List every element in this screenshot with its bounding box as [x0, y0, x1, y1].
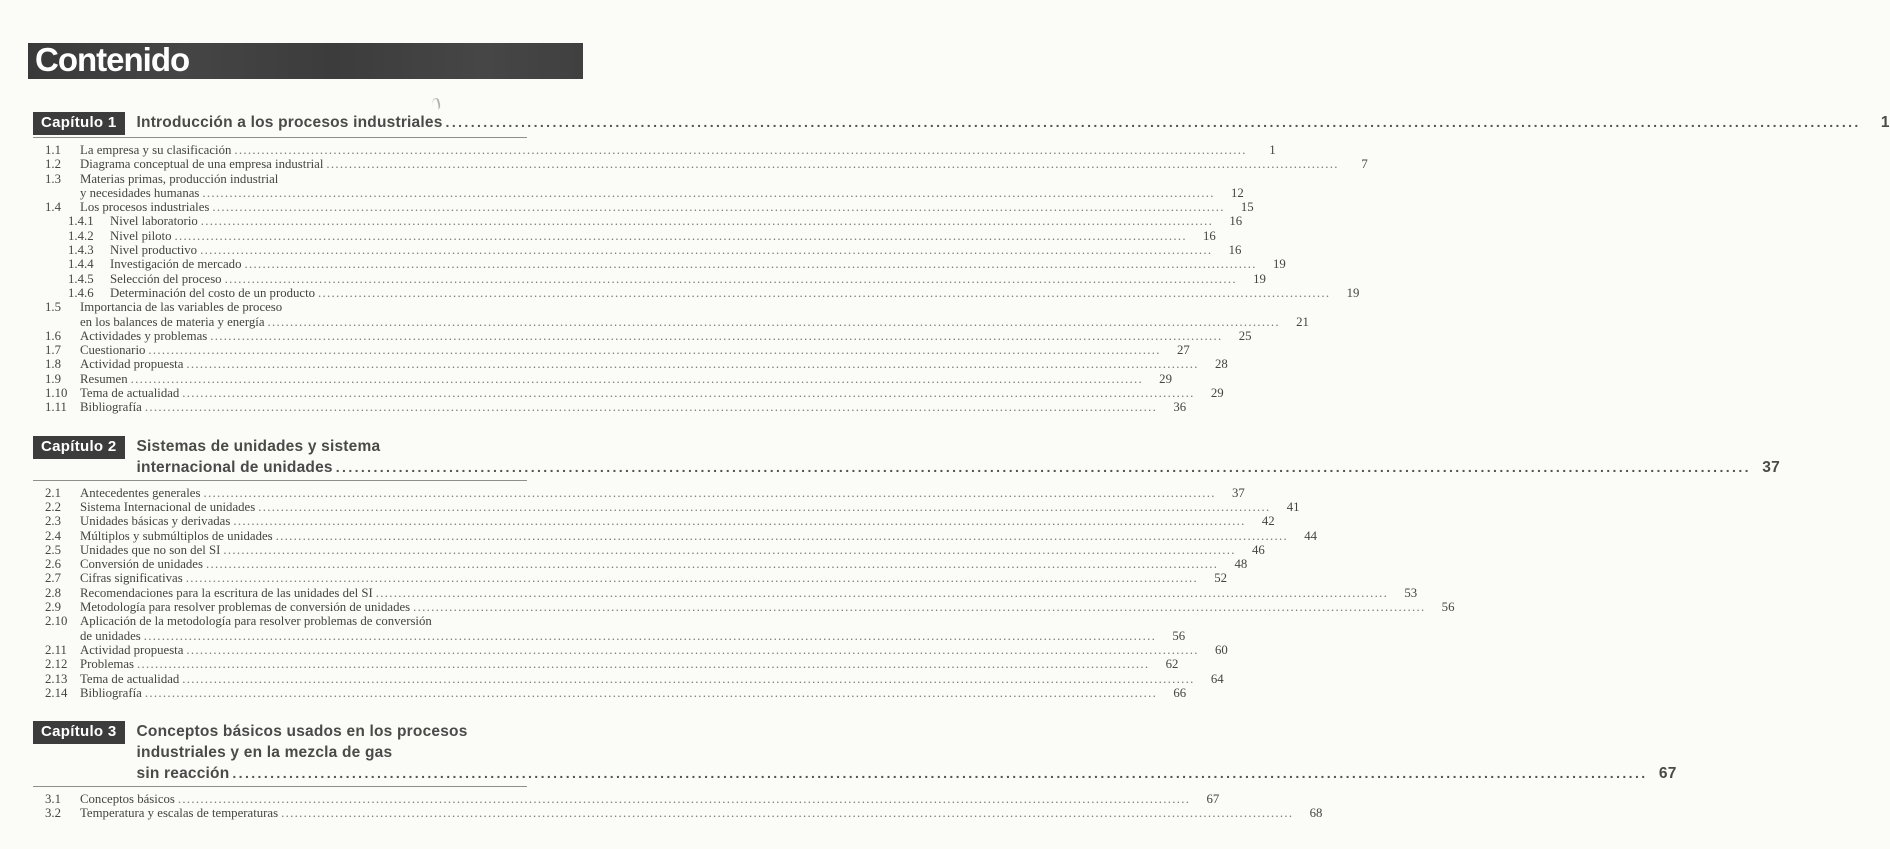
entry-page-number: 15 [1240, 200, 1254, 215]
chapter-heading [33, 436, 1780, 478]
entry-number: 1.2 [45, 157, 61, 172]
entry-title: en los balances de materia y energía [80, 314, 265, 329]
toc-entry-row [45, 257, 1286, 272]
toc-entry-row [45, 343, 1190, 358]
page-title: Contenido [35, 41, 190, 78]
entry-number: 1.7 [45, 343, 61, 358]
toc-entry-row [45, 185, 1244, 200]
heading-rule [33, 480, 527, 481]
heading-rule [33, 786, 527, 787]
entry-title: Actividad propuesta [80, 357, 184, 372]
chapter-heading [33, 721, 1677, 784]
toc-entry-row [45, 485, 1245, 500]
entry-number: 1.3 [45, 171, 61, 186]
entry-list [45, 485, 1455, 700]
entry-title: Bibliografía [80, 685, 142, 700]
toc-entry-row [45, 792, 1220, 807]
dot-leader [182, 672, 1194, 686]
entry-number: 2.3 [45, 514, 61, 529]
entry-number: 1.4.6 [68, 285, 94, 300]
entry-title: Unidades que no son del SI [80, 542, 221, 557]
entry-title: Tema de actualidad [80, 671, 180, 686]
toc-entry-row [45, 314, 1309, 329]
entry-number: 2.5 [45, 542, 61, 557]
chapter-title-text: Sistemas de unidades y sistema [136, 437, 381, 455]
entry-title: Múltiplos y submúltiplos de unidades [80, 528, 273, 543]
entry-number: 1.4.2 [68, 228, 94, 243]
entry-page-number: 29 [1210, 386, 1224, 401]
entry-number: 3.1 [45, 792, 61, 807]
entry-page-number: 48 [1234, 557, 1248, 572]
entry-title: Nivel piloto [110, 228, 172, 243]
toc [33, 112, 1890, 842]
dot-leader [145, 686, 1157, 700]
entry-title: Nivel laboratorio [110, 214, 198, 229]
entry-title: Diagrama conceptual de una empresa industrial [80, 157, 324, 172]
entry-title: Sistema Internacional de unidades [80, 499, 256, 514]
toc-entry-row [45, 285, 1360, 300]
entry-number: 1.9 [45, 371, 61, 386]
entry-page-number: 44 [1304, 528, 1317, 543]
chapter-section [33, 436, 1780, 700]
entry-page-number: 41 [1286, 499, 1300, 514]
dot-leader [178, 792, 1190, 806]
entry-number: 2.10 [45, 614, 68, 629]
entry-page-number: 62 [1165, 657, 1179, 672]
entry-list [45, 792, 1323, 821]
entry-page-number: 12 [1230, 185, 1244, 200]
toc-entry-row [45, 600, 1455, 615]
entry-page-number: 64 [1210, 671, 1224, 686]
entry-number: 1.4.5 [68, 271, 94, 286]
entry-number: 2.7 [45, 571, 61, 586]
entry-title: Bibliografía [80, 400, 142, 415]
chapter-title [137, 721, 1677, 784]
toc-entry-row [45, 243, 1242, 258]
toc-entry-row [45, 557, 1248, 572]
toc-entry-row [45, 214, 1243, 229]
entry-title: Tema de actualidad [80, 386, 180, 401]
entry-number: 2.6 [45, 557, 61, 572]
entry-page-number: 42 [1261, 514, 1275, 529]
dot-leader [148, 343, 1160, 357]
entry-title: Cuestionario [80, 343, 146, 358]
entry-title: Nivel productivo [110, 243, 198, 258]
chapter-page-number: 1 [1880, 114, 1890, 131]
entry-page-number: 16 [1203, 228, 1216, 243]
entry-number: 2.11 [45, 642, 67, 657]
dot-leader [137, 657, 1149, 671]
toc-entry-row [45, 657, 1179, 672]
chapter-title-line [137, 763, 1677, 784]
dot-leader [326, 157, 1338, 171]
dot-leader [281, 806, 1293, 820]
chapter-title-line [137, 742, 1677, 763]
entry-number: 1.5 [45, 300, 61, 315]
toc-entry-row [45, 571, 1228, 586]
entry-number: 2.1 [45, 485, 61, 500]
dot-leader [186, 643, 1198, 657]
entry-title: Cifras significativas [80, 571, 183, 586]
dot-leader [276, 529, 1288, 543]
entry-title: y necesidades humanas [80, 185, 200, 200]
toc-entry-row [45, 143, 1276, 157]
dot-leader [182, 386, 1194, 400]
scan-artifact [431, 97, 442, 111]
entry-number: 2.13 [45, 671, 68, 686]
entry-title: Conceptos básicos [80, 792, 175, 807]
entry-number: 2.4 [45, 528, 61, 543]
entry-page-number: 21 [1296, 314, 1309, 329]
toc-entry-row [45, 328, 1252, 343]
toc-entry-row [45, 542, 1265, 557]
toc-entry-row [45, 371, 1172, 386]
dot-leader [186, 571, 1198, 585]
toc-entry-row [45, 671, 1224, 686]
toc-entry-row [45, 528, 1317, 543]
toc-entry-row [45, 357, 1228, 372]
entry-number: 1.4.1 [68, 214, 94, 229]
entry-title: La empresa y su clasificación [80, 143, 232, 157]
heading-rule [33, 137, 527, 138]
dot-leader [336, 457, 1751, 478]
dot-leader [234, 143, 1246, 157]
dot-leader [318, 286, 1330, 300]
entry-title: Investigación de mercado [110, 257, 242, 272]
entry-title: Actividades y problemas [80, 328, 208, 343]
dot-leader [223, 543, 1235, 557]
entry-title: Recomendaciones para la escritura de las unidades del SI [80, 585, 373, 600]
entry-page-number: 25 [1238, 328, 1252, 343]
entry-number: 2.8 [45, 585, 61, 600]
dot-leader [413, 600, 1425, 614]
entry-page-number: 29 [1159, 371, 1172, 386]
chapter-badge: Capítulo 2 [33, 436, 125, 459]
dot-leader [244, 257, 1256, 271]
toc-entry-row [45, 806, 1323, 821]
entry-page-number: 19 [1346, 285, 1360, 300]
entry-number: 1.11 [45, 400, 67, 415]
entry-page-number: 16 [1228, 243, 1242, 258]
dot-leader [203, 486, 1215, 500]
dot-leader [145, 400, 1157, 414]
entry-number: 2.14 [45, 685, 68, 700]
chapter-title-text: industriales y en la mezcla de gas [136, 744, 393, 762]
entry-title: Materias primas, producción industrial [80, 171, 279, 186]
entry-page-number: 68 [1309, 806, 1323, 821]
entry-page-number: 16 [1229, 214, 1243, 229]
dot-leader [258, 500, 1270, 514]
entry-page-number: 7 [1361, 157, 1368, 172]
toc-entry-row [45, 200, 1254, 215]
chapter-title [137, 436, 1780, 478]
toc-entry-row [45, 400, 1187, 415]
entry-number: 1.6 [45, 328, 61, 343]
dot-leader [210, 329, 1222, 343]
dot-leader [376, 586, 1388, 600]
dot-leader [446, 112, 1861, 133]
chapter-section [33, 721, 1677, 821]
dot-leader [200, 243, 1212, 257]
entry-page-number: 56 [1441, 600, 1455, 615]
chapter-badge: Capítulo 1 [33, 112, 125, 135]
entry-number: 1.1 [45, 143, 61, 157]
chapter-section [33, 112, 1890, 415]
entry-page-number: 67 [1206, 792, 1220, 807]
entry-number: 3.2 [45, 806, 61, 821]
entry-number: 2.12 [45, 657, 68, 672]
entry-number: 2.9 [45, 600, 61, 615]
toc-entry-row [45, 514, 1275, 529]
entry-page-number: 60 [1214, 642, 1228, 657]
dot-leader [232, 763, 1647, 784]
entry-page-number: 52 [1214, 571, 1228, 586]
toc-entry-row [45, 642, 1228, 657]
entry-title: Los procesos industriales [80, 200, 210, 215]
toc-entry-row [45, 614, 523, 628]
chapter-heading [33, 112, 1890, 135]
entry-list [45, 143, 1368, 415]
toc-entry-row [45, 499, 1300, 514]
toc-entry-row [45, 228, 1216, 243]
chapter-badge: Capítulo 3 [33, 721, 125, 744]
entry-number: 1.8 [45, 357, 61, 372]
entry-page-number: 37 [1231, 485, 1245, 500]
toc-entry-row [45, 172, 523, 186]
chapter-title-text: Conceptos básicos usados en los procesos [136, 723, 468, 741]
entry-title: Problemas [80, 657, 135, 672]
entry-page-number: 46 [1251, 542, 1265, 557]
toc-entry-row [45, 386, 1224, 401]
toc-entry-row [45, 157, 1368, 172]
entry-page-number: 66 [1173, 685, 1187, 700]
entry-number: 1.4.4 [68, 257, 94, 272]
entry-title: Antecedentes generales [80, 485, 201, 500]
toc-entry-row [45, 585, 1418, 600]
chapter-title-line [137, 721, 1677, 742]
chapter-title-text: internacional de unidades [136, 458, 333, 476]
chapter-title-line [137, 112, 1890, 133]
dot-leader [131, 372, 1143, 386]
entry-title: Conversión de unidades [80, 557, 203, 572]
entry-number: 1.4 [45, 200, 61, 215]
entry-title: Determinación del costo de un producto [110, 285, 316, 300]
chapter-title-text: sin reacción [136, 765, 230, 783]
dot-leader [233, 514, 1245, 528]
chapter-title-line [137, 457, 1780, 478]
dot-leader [186, 357, 1198, 371]
dot-leader [201, 214, 1213, 228]
entry-page-number: 53 [1404, 585, 1418, 600]
entry-number: 1.10 [45, 386, 68, 401]
entry-title: Importancia de las variables de proceso [80, 300, 283, 315]
entry-number: 1.4.3 [68, 243, 94, 258]
dot-leader [212, 200, 1224, 214]
entry-title: Unidades básicas y derivadas [80, 514, 231, 529]
entry-page-number: 19 [1273, 257, 1286, 272]
dot-leader [175, 229, 1187, 243]
dot-leader [144, 629, 1156, 643]
entry-title: Temperatura y escalas de temperaturas [80, 806, 279, 821]
entry-page-number: 1 [1269, 143, 1276, 157]
toc-entry-row [45, 628, 1186, 643]
entry-title: Selección del proceso [110, 271, 222, 286]
entry-page-number: 56 [1172, 628, 1186, 643]
dot-leader [202, 186, 1214, 200]
dot-leader [268, 315, 1280, 329]
toc-entry-row [45, 300, 523, 314]
dot-leader [206, 557, 1218, 571]
chapter-title [137, 112, 1890, 133]
entry-page-number: 36 [1173, 400, 1187, 415]
chapter-title-text: Introducción a los procesos industriales [136, 114, 443, 131]
chapter-title-line [137, 436, 1780, 457]
toc-entry-row [45, 685, 1187, 700]
entry-title: Resumen [80, 371, 128, 386]
entry-page-number: 27 [1176, 343, 1190, 358]
toc-entry-row [45, 271, 1266, 286]
entry-title: Actividad propuesta [80, 642, 184, 657]
entry-number: 2.2 [45, 499, 61, 514]
entry-title: Aplicación de la metodología para resolver problemas de conversión [80, 614, 432, 629]
contenido-banner [28, 43, 583, 79]
entry-title: Metodología para resolver problemas de conversión de unidades [80, 600, 411, 615]
dot-leader [225, 272, 1237, 286]
entry-page-number: 28 [1214, 357, 1228, 372]
entry-title: de unidades [80, 628, 141, 643]
chapter-page-number: 67 [1658, 765, 1677, 783]
entry-page-number: 19 [1253, 271, 1266, 286]
chapter-page-number: 37 [1762, 458, 1780, 476]
